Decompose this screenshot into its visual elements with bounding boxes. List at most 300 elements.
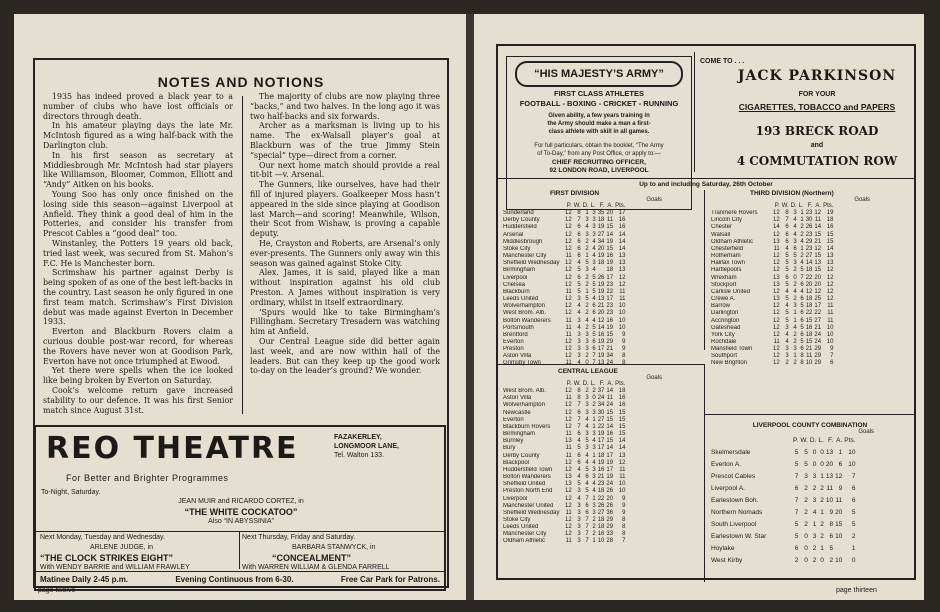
stat-cell: 5 — [804, 449, 808, 456]
stat-cell: 14 — [597, 324, 605, 331]
stat-cell: 13 — [825, 449, 834, 456]
stat-cell: 4 — [577, 324, 581, 331]
stat-cell: 0 — [851, 557, 856, 564]
table-row — [710, 296, 834, 303]
team-name: Blackpool — [503, 459, 530, 466]
team-name: Northern Nomads — [711, 509, 763, 516]
stat-cell: 19 — [597, 459, 605, 466]
table-row — [502, 275, 626, 282]
stat-cell: 8 — [622, 524, 626, 531]
team-name: Wolverhampton — [503, 402, 545, 409]
divider — [704, 414, 914, 415]
stat-cell: 13 — [773, 296, 780, 303]
stat-cell: 3 — [585, 346, 589, 353]
stat-cell: 7 — [577, 416, 581, 423]
table-row — [502, 524, 626, 531]
stat-cell: 6 — [785, 274, 789, 281]
army-line: Given ability, a few years training in — [548, 113, 650, 119]
stat-cell: 12 — [565, 238, 572, 245]
film-star: ARLENE JUDGE, in — [90, 544, 154, 551]
stat-cell: 12 — [565, 281, 572, 288]
stat-cell: 6 — [577, 274, 581, 281]
stat-cell: 2 — [592, 516, 596, 523]
team-name: Birmingham — [503, 431, 536, 438]
paragraph: Our Central League side did better again last week, and are now within hail of the leaders. But can they keep up the good work to-day on the leader’s ground? We wonder. — [250, 336, 440, 376]
film-with: With WENDY BARRIE and WILLIAM FRAWLEY — [40, 564, 190, 571]
column-header: Pts. — [615, 381, 626, 387]
stat-cell: 29 — [805, 238, 813, 245]
team-name: Crewe A. — [711, 296, 736, 303]
stat-cell: 18 — [618, 388, 626, 395]
stat-cell: 3 — [585, 409, 589, 416]
stat-cell: 15 — [618, 431, 626, 438]
stat-cell: 4 — [592, 238, 596, 245]
stat-cell: 5 — [585, 488, 589, 495]
stat-cell: 12 — [826, 288, 834, 295]
stat-cell: 13 — [825, 473, 834, 480]
stat-cell: 4 — [800, 288, 804, 295]
stat-cell: 3 — [793, 210, 797, 217]
team-name: Bolton Wanderers — [503, 474, 551, 481]
stat-cell: 33 — [606, 531, 614, 538]
team-name: Leeds United — [503, 524, 539, 531]
stat-cell: 21 — [814, 238, 822, 245]
team-name: York City — [711, 331, 735, 338]
stat-cell: 18 — [597, 516, 605, 523]
stat-cell: 5 — [577, 267, 581, 274]
stat-cell: 3 — [793, 303, 797, 310]
reo-title: REO THEATRE — [46, 431, 299, 466]
table-row — [502, 289, 626, 296]
stat-cell: 4 — [785, 288, 789, 295]
stat-cell: 1 — [592, 423, 596, 430]
stat-cell: 5 — [794, 521, 799, 528]
stat-cell: 2 — [585, 353, 589, 360]
paragraph: Winstanley, the Potters 19 years old back, tried last week, was secured from St. Mahon’s F.C. He is Manchester born. — [43, 238, 233, 268]
stat-cell: 21 — [805, 346, 813, 353]
first-division-block — [502, 190, 702, 368]
table-row — [502, 496, 626, 503]
stat-cell: 23 — [606, 303, 614, 310]
stat-cell: 5 — [785, 310, 789, 317]
table-row — [502, 310, 626, 317]
stat-cell: 29 — [606, 524, 614, 531]
stat-cell: 12 — [565, 231, 572, 238]
stat-cell: 16 — [826, 224, 834, 231]
stat-cell: 10 — [848, 461, 856, 468]
stat-cell — [597, 267, 606, 274]
stat-cell: 3 — [585, 231, 589, 238]
film-with: With WARREN WILLIAM & GLENDA FARRELL — [242, 564, 390, 571]
stat-cell: 15 — [606, 438, 614, 445]
stat-cell: 8 — [800, 353, 804, 360]
stat-cell: 2 — [820, 521, 824, 528]
film-also: Also “IN ABYSSINIA” — [208, 518, 274, 525]
stat-cell: 10 — [618, 488, 626, 495]
table-row — [502, 467, 626, 474]
stat-cell: 6 — [577, 452, 581, 459]
team-name: Southport — [711, 353, 738, 360]
stat-cell: 14 — [805, 260, 813, 267]
goals-label: Goals — [858, 429, 874, 435]
stat-cell: 13 — [565, 481, 572, 488]
stat-cell: 23 — [597, 481, 605, 488]
paragraph: Our next home match should provide a real tit-bit —v. Arsenal. — [250, 160, 440, 180]
paragraph: Archer as a marksman is living up to his name. The ex-Walsall player’s goal at Blackburn was of the true Jimmy Stein “special” type—direct from a corner. — [250, 121, 440, 160]
goals-label: Goals — [646, 197, 662, 203]
stat-cell: 7 — [794, 473, 799, 480]
army-line: class athlete with skill in all games. — [548, 129, 650, 135]
stat-cell: 12 — [565, 224, 572, 231]
stat-cell: 16 — [597, 531, 605, 538]
stat-cell: 1 — [812, 521, 817, 528]
stat-cell: 14 — [618, 445, 626, 452]
stat-cell — [834, 543, 843, 555]
car-park: Free Car Park for Patrons. — [340, 575, 440, 584]
team-name: Walsall — [711, 231, 731, 238]
stat-cell: 8 — [622, 531, 626, 538]
column-header: P. — [566, 203, 572, 209]
notes-column-1 — [43, 92, 233, 415]
stat-cell: 3 — [577, 488, 581, 495]
county-title: LIVERPOOL COUNTY COMBINATION — [752, 422, 868, 429]
stat-cell: 2 — [800, 231, 804, 238]
stat-cell: 12 — [565, 466, 572, 473]
table-row — [502, 346, 626, 353]
stat-cell: 12 — [773, 317, 780, 324]
stat-cell: 17 — [618, 210, 626, 217]
stat-cell: 6 — [851, 497, 856, 504]
stat-cell: 20 — [814, 281, 822, 288]
stat-cell: 11 — [827, 310, 834, 317]
stat-cell: 22 — [805, 274, 813, 281]
table-row — [502, 510, 626, 517]
stat-cell: 4 — [592, 267, 596, 274]
stat-cell: 12 — [565, 296, 572, 303]
stat-cell: 21 — [597, 474, 605, 481]
stat-cell: 4 — [793, 224, 797, 231]
stat-cell: 7 — [577, 402, 581, 409]
stat-cell: 6 — [592, 310, 596, 317]
table-row — [502, 538, 626, 545]
stat-cell: 12 — [565, 210, 572, 217]
divider — [704, 364, 705, 582]
table-row — [502, 260, 626, 267]
table-row — [502, 239, 626, 246]
team-name: Leeds United — [503, 296, 539, 303]
stat-cell: 27 — [597, 231, 605, 238]
stat-cell: 10 — [848, 449, 856, 456]
table-row — [502, 210, 626, 217]
stat-cell: 30 — [805, 217, 813, 224]
table-row — [502, 282, 626, 289]
stat-cell: 3 — [577, 516, 581, 523]
stat-cell: 19 — [606, 238, 614, 245]
stat-cell: 2 — [800, 224, 804, 231]
column-header: F. — [599, 203, 605, 209]
army-line: FOOTBALL - BOXING - CRICKET - RUNNING — [519, 99, 679, 108]
stat-cell: 9 — [838, 485, 843, 492]
stat-cell: 12 — [565, 338, 572, 345]
army-line: the Army should make a man a first- — [547, 121, 651, 127]
divider — [498, 364, 704, 365]
third-division-title: THIRD DIVISION (Northern) — [750, 190, 834, 197]
stat-cell: 4 — [577, 495, 581, 502]
table-row — [502, 503, 626, 510]
stat-cell: 16 — [606, 431, 614, 438]
stat-cell: 22 — [606, 288, 614, 295]
stat-cell: 15 — [618, 409, 626, 416]
stat-cell: 21 — [814, 324, 822, 331]
stat-cell: 11 — [619, 288, 626, 295]
stat-cell: 3 — [592, 409, 596, 416]
stat-cell: 5 — [592, 288, 596, 295]
stat-cell: 3 — [585, 431, 589, 438]
reo-address-line: FAZAKERLEY, — [334, 434, 382, 441]
stat-cell: 15 — [606, 224, 614, 231]
army-line: of To-Day,” from any Post Office, or apply to:— — [537, 151, 661, 157]
stat-cell: 12 — [773, 331, 780, 338]
stat-cell: 12 — [826, 296, 834, 303]
stat-cell: 5 — [577, 481, 581, 488]
stat-cell: 15 — [814, 253, 822, 260]
stat-cell: 5 — [804, 461, 808, 468]
table-row — [710, 260, 834, 267]
stat-cell: 10 — [825, 497, 834, 504]
team-name: Chesterfield — [711, 245, 744, 252]
column-header: D. — [809, 437, 817, 444]
stat-cell: 29 — [814, 346, 822, 353]
stat-cell: 15 — [618, 416, 626, 423]
stat-cell: 0 — [820, 449, 824, 456]
stat-cell: 14 — [618, 245, 626, 252]
stat-cell: 15 — [805, 338, 813, 345]
stat-cell: 4 — [585, 481, 589, 488]
stat-cell: 19 — [597, 224, 605, 231]
team-name: Oldham Athletic — [711, 238, 754, 245]
stat-cell: 1 — [800, 245, 804, 252]
team-name: Derby County — [503, 452, 540, 459]
paragraph: Young Soo has only once finished on the losing side this season—against Liverpool at Anfield. They think a good deal of him in the Potteries, and consider his transfer from Prescot Cables a “good deal” too. — [43, 189, 233, 239]
table-row — [710, 447, 857, 459]
table-row — [710, 224, 834, 231]
stat-cell: 3 — [592, 224, 596, 231]
stat-cell: 11 — [814, 217, 822, 224]
team-name: Hoylake — [711, 545, 735, 552]
paragraph: ‘Spurs would like to take Birmingham’s Fillingham. Secretary Tresadern was watching him at Anfield. — [250, 307, 440, 337]
stat-cell: 14 — [773, 224, 780, 231]
stat-cell: 14 — [606, 423, 614, 430]
stat-cell: 19 — [597, 431, 605, 438]
column-header: P. — [774, 203, 780, 209]
stat-cell: 20 — [835, 509, 843, 516]
stat-cell: 15 — [606, 416, 614, 423]
table-row — [710, 507, 857, 519]
stat-cell: 2 — [851, 533, 856, 540]
table-row — [502, 217, 626, 224]
stat-cell: 5 — [785, 281, 789, 288]
team-name: Arsenal — [503, 231, 524, 238]
stat-cell: 11 — [826, 485, 834, 492]
stat-cell: 12 — [565, 459, 572, 466]
stat-cell: 1 — [592, 538, 596, 545]
stat-cell: 11 — [565, 324, 572, 331]
stat-cell: 5 — [793, 253, 797, 260]
stat-cell: 11 — [619, 296, 626, 303]
table-row — [710, 332, 834, 339]
stat-cell: 4 — [785, 338, 789, 345]
stat-cell: 4 — [812, 509, 817, 516]
stat-cell: 3 — [592, 509, 596, 516]
stat-cell: 6 — [800, 296, 804, 303]
stat-cell: 0 — [804, 557, 808, 564]
column-header: Pts. — [823, 203, 834, 209]
stat-cell: 12 — [835, 473, 843, 480]
stat-cell: 1 — [585, 210, 589, 217]
stat-cell: 17 — [606, 296, 614, 303]
stat-cell: 12 — [565, 260, 572, 267]
stat-cell: 3 — [785, 353, 789, 360]
stat-cell: 8 — [622, 353, 626, 360]
stat-cell: 5 — [592, 331, 596, 338]
stat-cell: 14 — [606, 231, 614, 238]
stat-cell: 1 — [585, 253, 589, 260]
team-name: Barrow — [711, 303, 731, 310]
paragraph: In his amateur playing days the late Mr. McIntosh figured as a wing half-back with the Darlington club. — [43, 121, 233, 150]
stat-cell: 6 — [577, 238, 581, 245]
stat-cell: 19 — [826, 210, 834, 217]
army-title: “HIS MAJESTY’S ARMY” — [515, 61, 683, 87]
stat-cell: 4 — [793, 288, 797, 295]
stat-cell: 24 — [606, 402, 614, 409]
stat-cell: 2 — [804, 521, 808, 528]
stat-cell: 12 — [773, 303, 780, 310]
column-header: Pts. — [844, 437, 856, 444]
table-row — [710, 267, 834, 274]
table-row — [502, 531, 626, 538]
team-name: Aston Villa — [503, 353, 532, 360]
stat-cell: 3 — [585, 267, 589, 274]
table-row — [502, 296, 626, 303]
stat-cell: 11 — [619, 466, 626, 473]
stat-cell: 14 — [606, 388, 614, 395]
table-row — [502, 332, 626, 339]
stat-cell: 20 — [597, 245, 605, 252]
table-row — [502, 325, 626, 332]
table-row — [710, 519, 857, 531]
stat-cell: 12 — [565, 531, 572, 538]
stat-cell: 10 — [826, 331, 834, 338]
stat-cell: 12 — [565, 488, 572, 495]
table-row — [710, 210, 834, 217]
stat-cell: 11 — [806, 353, 813, 360]
stat-cell: 5 — [794, 533, 799, 540]
stat-cell: 2 — [592, 531, 596, 538]
stat-cell: 19 — [606, 474, 614, 481]
stat-cell: 7 — [585, 531, 589, 538]
stat-cell: 2 — [585, 324, 589, 331]
stat-cell: 2 — [820, 485, 824, 492]
stat-cell: 2 — [592, 402, 596, 409]
stat-cell: 1 — [820, 545, 824, 552]
stat-cell: 1 — [800, 210, 804, 217]
paragraph: He, Crayston and Roberts, are Arsenal’s only ever-presents. The Gunners only away win this season was gained against Stoke City. — [250, 238, 440, 268]
film-days: Next Thursday, Friday and Saturday. — [242, 534, 356, 541]
table-row — [502, 253, 626, 260]
stat-cell: 35 — [597, 210, 605, 217]
team-name: Sheffield Wednesday — [503, 509, 560, 516]
stat-cell: 26 — [606, 488, 614, 495]
stat-cell: 29 — [814, 360, 822, 367]
stat-cell: 2 — [585, 303, 589, 310]
stat-cell: 0 — [804, 533, 808, 540]
stat-cell: 3 — [585, 331, 589, 338]
stat-cell: 3 — [585, 445, 589, 452]
stat-cell: 37 — [597, 388, 605, 395]
stat-cell: 5 — [800, 267, 804, 274]
stat-cell: 5 — [785, 260, 789, 267]
stat-cell: 29 — [814, 353, 822, 360]
stat-cell: 20 — [597, 310, 605, 317]
stat-cell: 17 — [597, 445, 605, 452]
stat-cell: 3 — [804, 473, 808, 480]
stat-cell: 0 — [812, 449, 817, 456]
team-name: Everton — [503, 416, 524, 423]
header-blank — [710, 435, 792, 447]
team-name: West Kirby — [711, 557, 743, 564]
stat-cell: 11 — [565, 253, 572, 260]
stat-cell: 24 — [597, 395, 605, 402]
team-name: Newcastle — [503, 409, 531, 416]
team-name: Everton — [503, 338, 524, 345]
stat-cell: 15 — [814, 231, 822, 238]
reo-address — [334, 433, 399, 460]
team-name: Hartlepools — [711, 267, 742, 274]
stat-cell: 5 — [577, 445, 581, 452]
team-name: Sunderland — [503, 210, 534, 217]
team-name: Bolton Wanderers — [503, 317, 551, 324]
jack-goods: CIGARETTES, TOBACCO and PAPERS — [738, 102, 896, 112]
team-name: Carlisle United — [711, 288, 751, 295]
stat-cell: 5 — [592, 324, 596, 331]
stat-cell: 20 — [814, 274, 822, 281]
left-page — [14, 14, 466, 600]
team-name: Lincoln City — [711, 217, 743, 224]
stat-cell: 10 — [618, 303, 626, 310]
stat-cell: 2 — [592, 524, 596, 531]
stat-cell: 34 — [597, 402, 605, 409]
divider — [36, 571, 444, 572]
stat-cell: 9 — [829, 509, 834, 516]
central-league-block — [502, 368, 702, 546]
team-name: Skelmersdale — [711, 449, 751, 456]
team-name: Mansfield Town — [711, 346, 753, 353]
stat-cell: 14 — [618, 438, 626, 445]
stat-cell: 6 — [592, 303, 596, 310]
stat-cell: 6 — [577, 409, 581, 416]
stat-cell: 3 — [577, 331, 581, 338]
stat-cell: 11 — [565, 317, 572, 324]
stat-cell: 27 — [597, 509, 605, 516]
film-star: BARBARA STANWYCK, in — [292, 544, 376, 551]
stat-cell: 12 — [597, 317, 605, 324]
stat-cell: 18 — [826, 217, 834, 224]
team-name: Huddersfield Town — [503, 466, 553, 473]
stat-cell: 13 — [826, 253, 834, 260]
stat-cell: 4 — [577, 466, 581, 473]
table-row — [502, 424, 626, 431]
stat-cell: 13 — [618, 253, 626, 260]
